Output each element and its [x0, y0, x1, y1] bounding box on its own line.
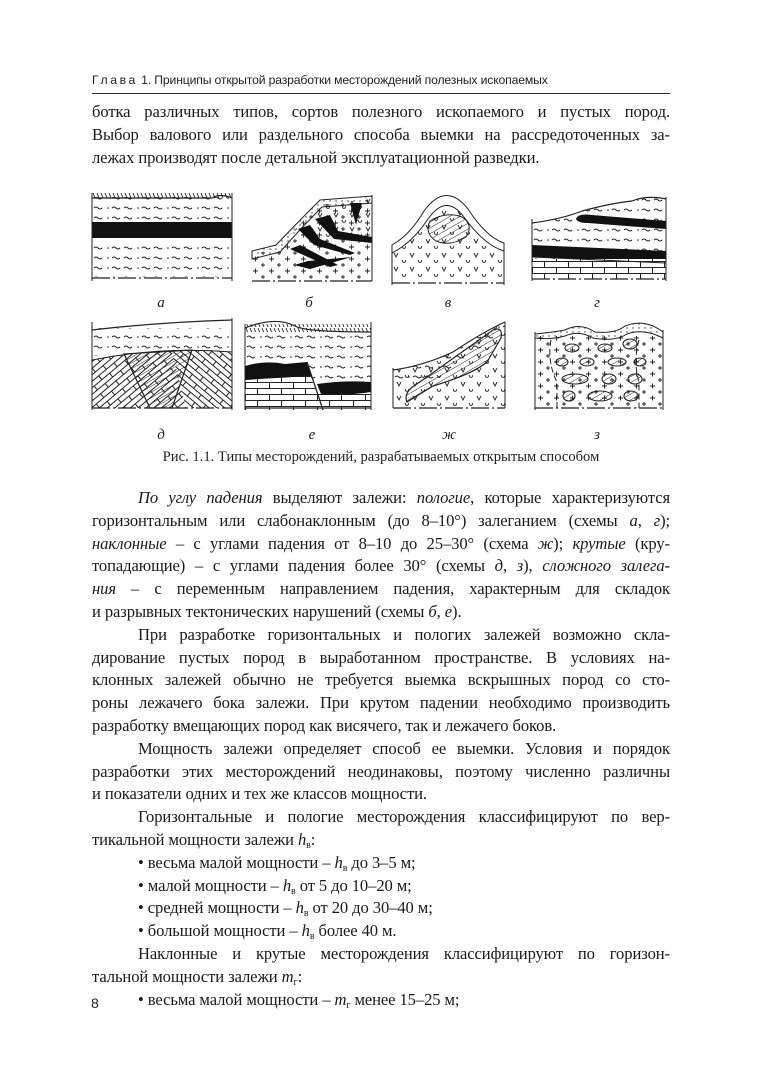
intro-paragraph — [92, 101, 670, 169]
text-line: ния – с переменным направлением падения, характерным для складок — [92, 579, 670, 599]
bullet-icon: • — [138, 875, 144, 895]
panel-label-d: д — [157, 427, 165, 443]
panel-label-g: г — [594, 295, 600, 311]
bullet-icon: • — [138, 921, 144, 941]
text-line: разработку вмещающих пород как висячего, так и лежачего боков. — [92, 715, 557, 735]
text-line: Наклонные и крутые месторождения классифицируют по горизон- — [138, 943, 670, 963]
bullet-icon: • — [138, 898, 144, 918]
chapter-title: Принципы открытой разработки месторождений полезных ископаемых — [154, 73, 548, 87]
panel-label-z: з — [594, 427, 600, 443]
symbol-h: h — [297, 829, 307, 849]
text-line: топадающие) – с углами падения более 30° (схемы д, з), сложного залега- — [92, 556, 670, 576]
text-line: клонных залежей обычно не требуется выемка вскрышных пород со сто- — [92, 670, 670, 690]
list-item: • малой мощности – $h_в$ от 5 до 10–20 м; — [138, 875, 412, 897]
text-line: разработки этих месторождений неодинаковы, поэтому численно различны — [92, 761, 670, 781]
panel-label-b: б — [305, 295, 313, 311]
text-line: Мощность залежи определяет способ ее выемки. Условия и порядок — [138, 738, 670, 758]
text-line: лежах производят после детальной эксплуатационной разведки. — [92, 147, 540, 167]
term-dip-angle: По углу падения — [138, 488, 263, 507]
text-line: При разработке горизонтальных и пологих залежей возможно скла- — [138, 624, 670, 644]
figure-panel-a — [92, 193, 232, 283]
text-line: и показатели одних и тех же классов мощности. — [92, 784, 427, 804]
panel-label-e: е — [308, 427, 316, 443]
page-number: 8 — [91, 995, 99, 1011]
header-rule — [92, 93, 670, 94]
list-item: • весьма малой мощности – $h_в$ до 3–5 м; — [138, 852, 416, 874]
bullet-icon: • — [138, 852, 144, 872]
text-line: дирование пустых пород в выработанном пространстве. В условиях на- — [92, 647, 670, 667]
chapter-label: Глава — [92, 73, 138, 87]
running-head — [92, 73, 670, 87]
bullet-icon: • — [138, 989, 144, 1009]
figure-panel-b — [250, 195, 374, 285]
figure-panel-v — [390, 193, 508, 287]
text-line: тальной мощности залежи $m_г$: — [92, 966, 303, 988]
list-item: • большой мощности – $h_в$ более 40 м. — [138, 921, 397, 943]
dip-paragraph — [92, 487, 670, 1011]
figure-panel-e — [245, 322, 373, 412]
list-item: • весьма малой мощности – $m_г$ менее 15–25 м; — [138, 989, 460, 1011]
symbol-m: m — [281, 966, 294, 986]
text-line: наклонные – с углами падения от 8–10 до 25–30° (схема ж); крутые (кру- — [92, 533, 670, 553]
text-line: тикальной мощности залежи $h_в$: — [92, 829, 316, 851]
text-line: и разрывных тектонических нарушений (схемы б, е). — [92, 601, 462, 621]
text-line: ботка различных типов, сортов полезного ископаемого и пустых пород. — [92, 102, 670, 121]
text-line: По углу падения выделяют залежи: пологие, которые характеризуются — [138, 488, 670, 507]
figure-panel-zh — [393, 322, 507, 412]
panel-label-zh: ж — [442, 427, 456, 443]
chapter-number: 1. — [141, 73, 152, 87]
text-line: роны лежачего бока залежи. При крутом падении необходимо производить — [92, 693, 670, 713]
figure-deposit-types — [0, 0, 763, 470]
list-item: • средней мощности – $h_в$ от 20 до 30–40 м; — [138, 898, 433, 920]
figure-panel-g — [532, 195, 668, 283]
figure-panel-d — [92, 322, 234, 412]
text-line: Горизонтальные и пологие месторождения классифицируют по вер- — [138, 807, 670, 827]
panel-label-v: в — [444, 295, 452, 311]
figure-panel-z — [535, 322, 665, 412]
text-line: Выбор валового или раздельного способа выемки на рассредоточенных за- — [92, 124, 670, 144]
panel-label-a: а — [157, 295, 165, 311]
text-line: горизонтальным или слабонаклонным (до 8–10°) залеганием (схемы а, г); — [92, 510, 670, 530]
figure-caption: Рис. 1.1. Типы месторождений, разрабатываемых открытым способом — [162, 449, 600, 465]
